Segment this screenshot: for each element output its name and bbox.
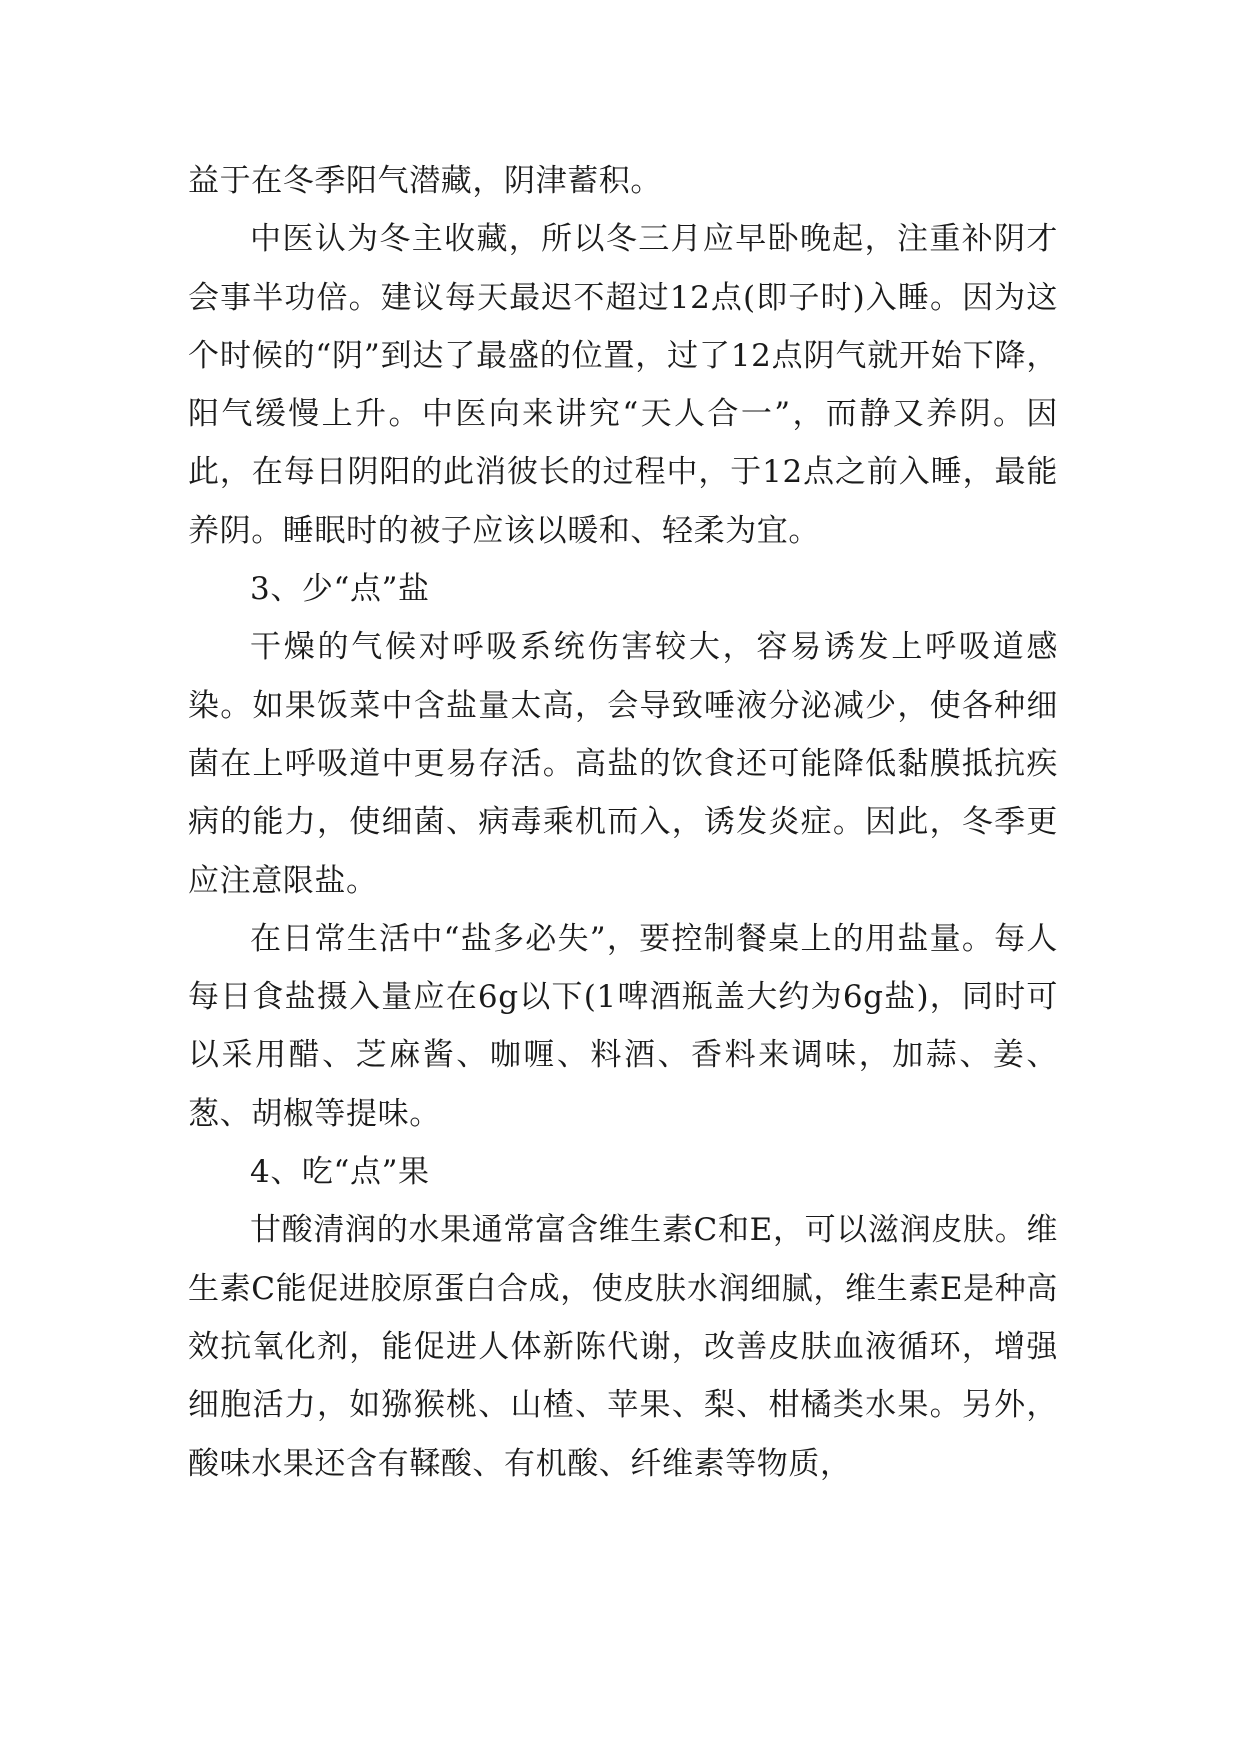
body-text: [188, 152, 1058, 1493]
paragraph: 甘酸清润的水果通常富含维生素C和E，可以滋润皮肤。维生素C能促进胶原蛋白合成，使皮肤水润细腻，维生素E是种高效抗氧化剂，能促进人体新陈代谢，改善皮肤血液循环，增强细胞活力，如猕猴桃、山楂、苹果、梨、柑橘类水果。另外，酸味水果还含有鞣酸、有机酸、纤维素等物质，: [188, 1212, 1058, 1482]
paragraph: 干燥的气候对呼吸系统伤害较大，容易诱发上呼吸道感染。如果饭菜中含盐量太高，会导致唾液分泌减少，使各种细菌在上呼吸道中更易存活。高盐的饮食还可能降低黏膜抵抗疾病的能力，使细菌、病毒乘机而入，诱发炎症。因此，冬季更应注意限盐。: [188, 629, 1058, 899]
paragraph: 在日常生活中“盐多必失”，要控制餐桌上的用盐量。每人每日食盐摄入量应在6g以下(1啤酒瓶盖大约为6g盐)，同时可以采用醋、芝麻酱、咖喱、料酒、香料来调味，加蒜、姜、葱、胡椒等提味。: [188, 920, 1058, 1132]
section-heading: 3、少“点”盐: [250, 571, 430, 608]
paragraph: 中医认为冬主收藏，所以冬三月应早卧晚起，注重补阴才会事半功倍。建议每天最迟不超过12点(即子时)入睡。因为这个时候的“阴”到达了最盛的位置，过了12点阴气就开始下降，阳气缓慢上升。中医向来讲究“天人合一”，而静又养阴。因此，在每日阴阳的此消彼长的过程中，于12点之前入睡，最能养阴。睡眠时的被子应该以暖和、轻柔为宜。: [188, 221, 1058, 549]
paragraph: 益于在冬季阳气潜藏，阴津蓄积。: [188, 163, 662, 199]
section-heading: 4、吃“点”果: [250, 1154, 430, 1191]
